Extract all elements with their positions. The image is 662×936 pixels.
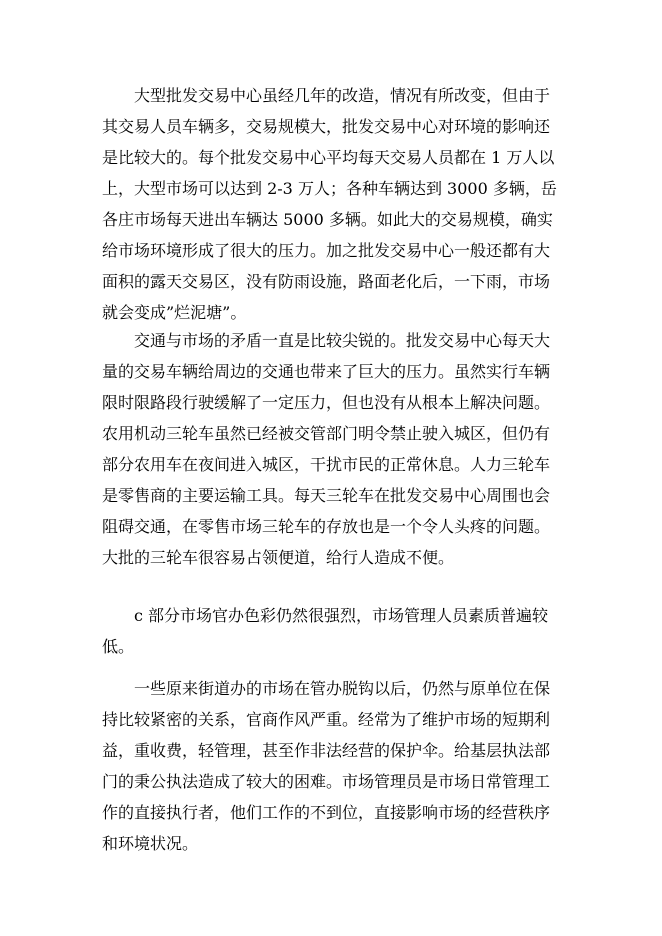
paragraph-traffic-conflict: 交通与市场的矛盾一直是比较尖锐的。批发交易中心每天大量的交易车辆给周边的交通也带来了巨大的压力。虽然实行车辆限时限路段行驶缓解了一定压力，但也没有从根本上解决问题。农用机动三轮车虽然已经被交管部门明令禁止驶入城区，但仍有部分农用车在夜间进入城区，干扰市民的正常休息。人力三轮车是零售商的主要运输工具。每天三轮车在批发交易中心周围也会阻碍交通，在零售市场三轮车的存放也是一个令人头疼的问题。大批的三轮车很容易占领便道，给行人造成不便。 — [102, 331, 551, 567]
paragraph-market-environment: 大型批发交易中心虽经几年的改造，情况有所改变，但由于其交易人员车辆多，交易规模大，批发交易中心对环境的影响还是比较大的。每个批发交易中心平均每天交易人员都在 1 万人以上，大型市场可以达到 2-3 万人；各种车辆达到 3000 多辆，岳各庄市场每天进出车辆达 5000 多辆。如此大的交易规模，确实给市场环境形成了很大的压力。加之批发交易中心一般还都有大面积的露天交易区，没有防雨设施，路面老化后，一下雨，市场就会变成”烂泥塘”。 — [102, 86, 557, 322]
paragraph-management-issues: 一些原来街道办的市场在管办脱钩以后，仍然与原单位在保持比较紧密的关系，官商作风严重。经常为了维护市场的短期利益，重收费，轻管理，甚至作非法经营的保护伞。给基层执法部门的秉公执法造成了较大的困难。市场管理员是市场日常管理工作的直接执行者，他们工作的不到位，直接影响市场的经营秩序和环境状况。 — [102, 679, 551, 853]
paragraph-section-c-heading: c 部分市场官办色彩仍然很强烈，市场管理人员素质普遍较低。 — [102, 606, 549, 656]
